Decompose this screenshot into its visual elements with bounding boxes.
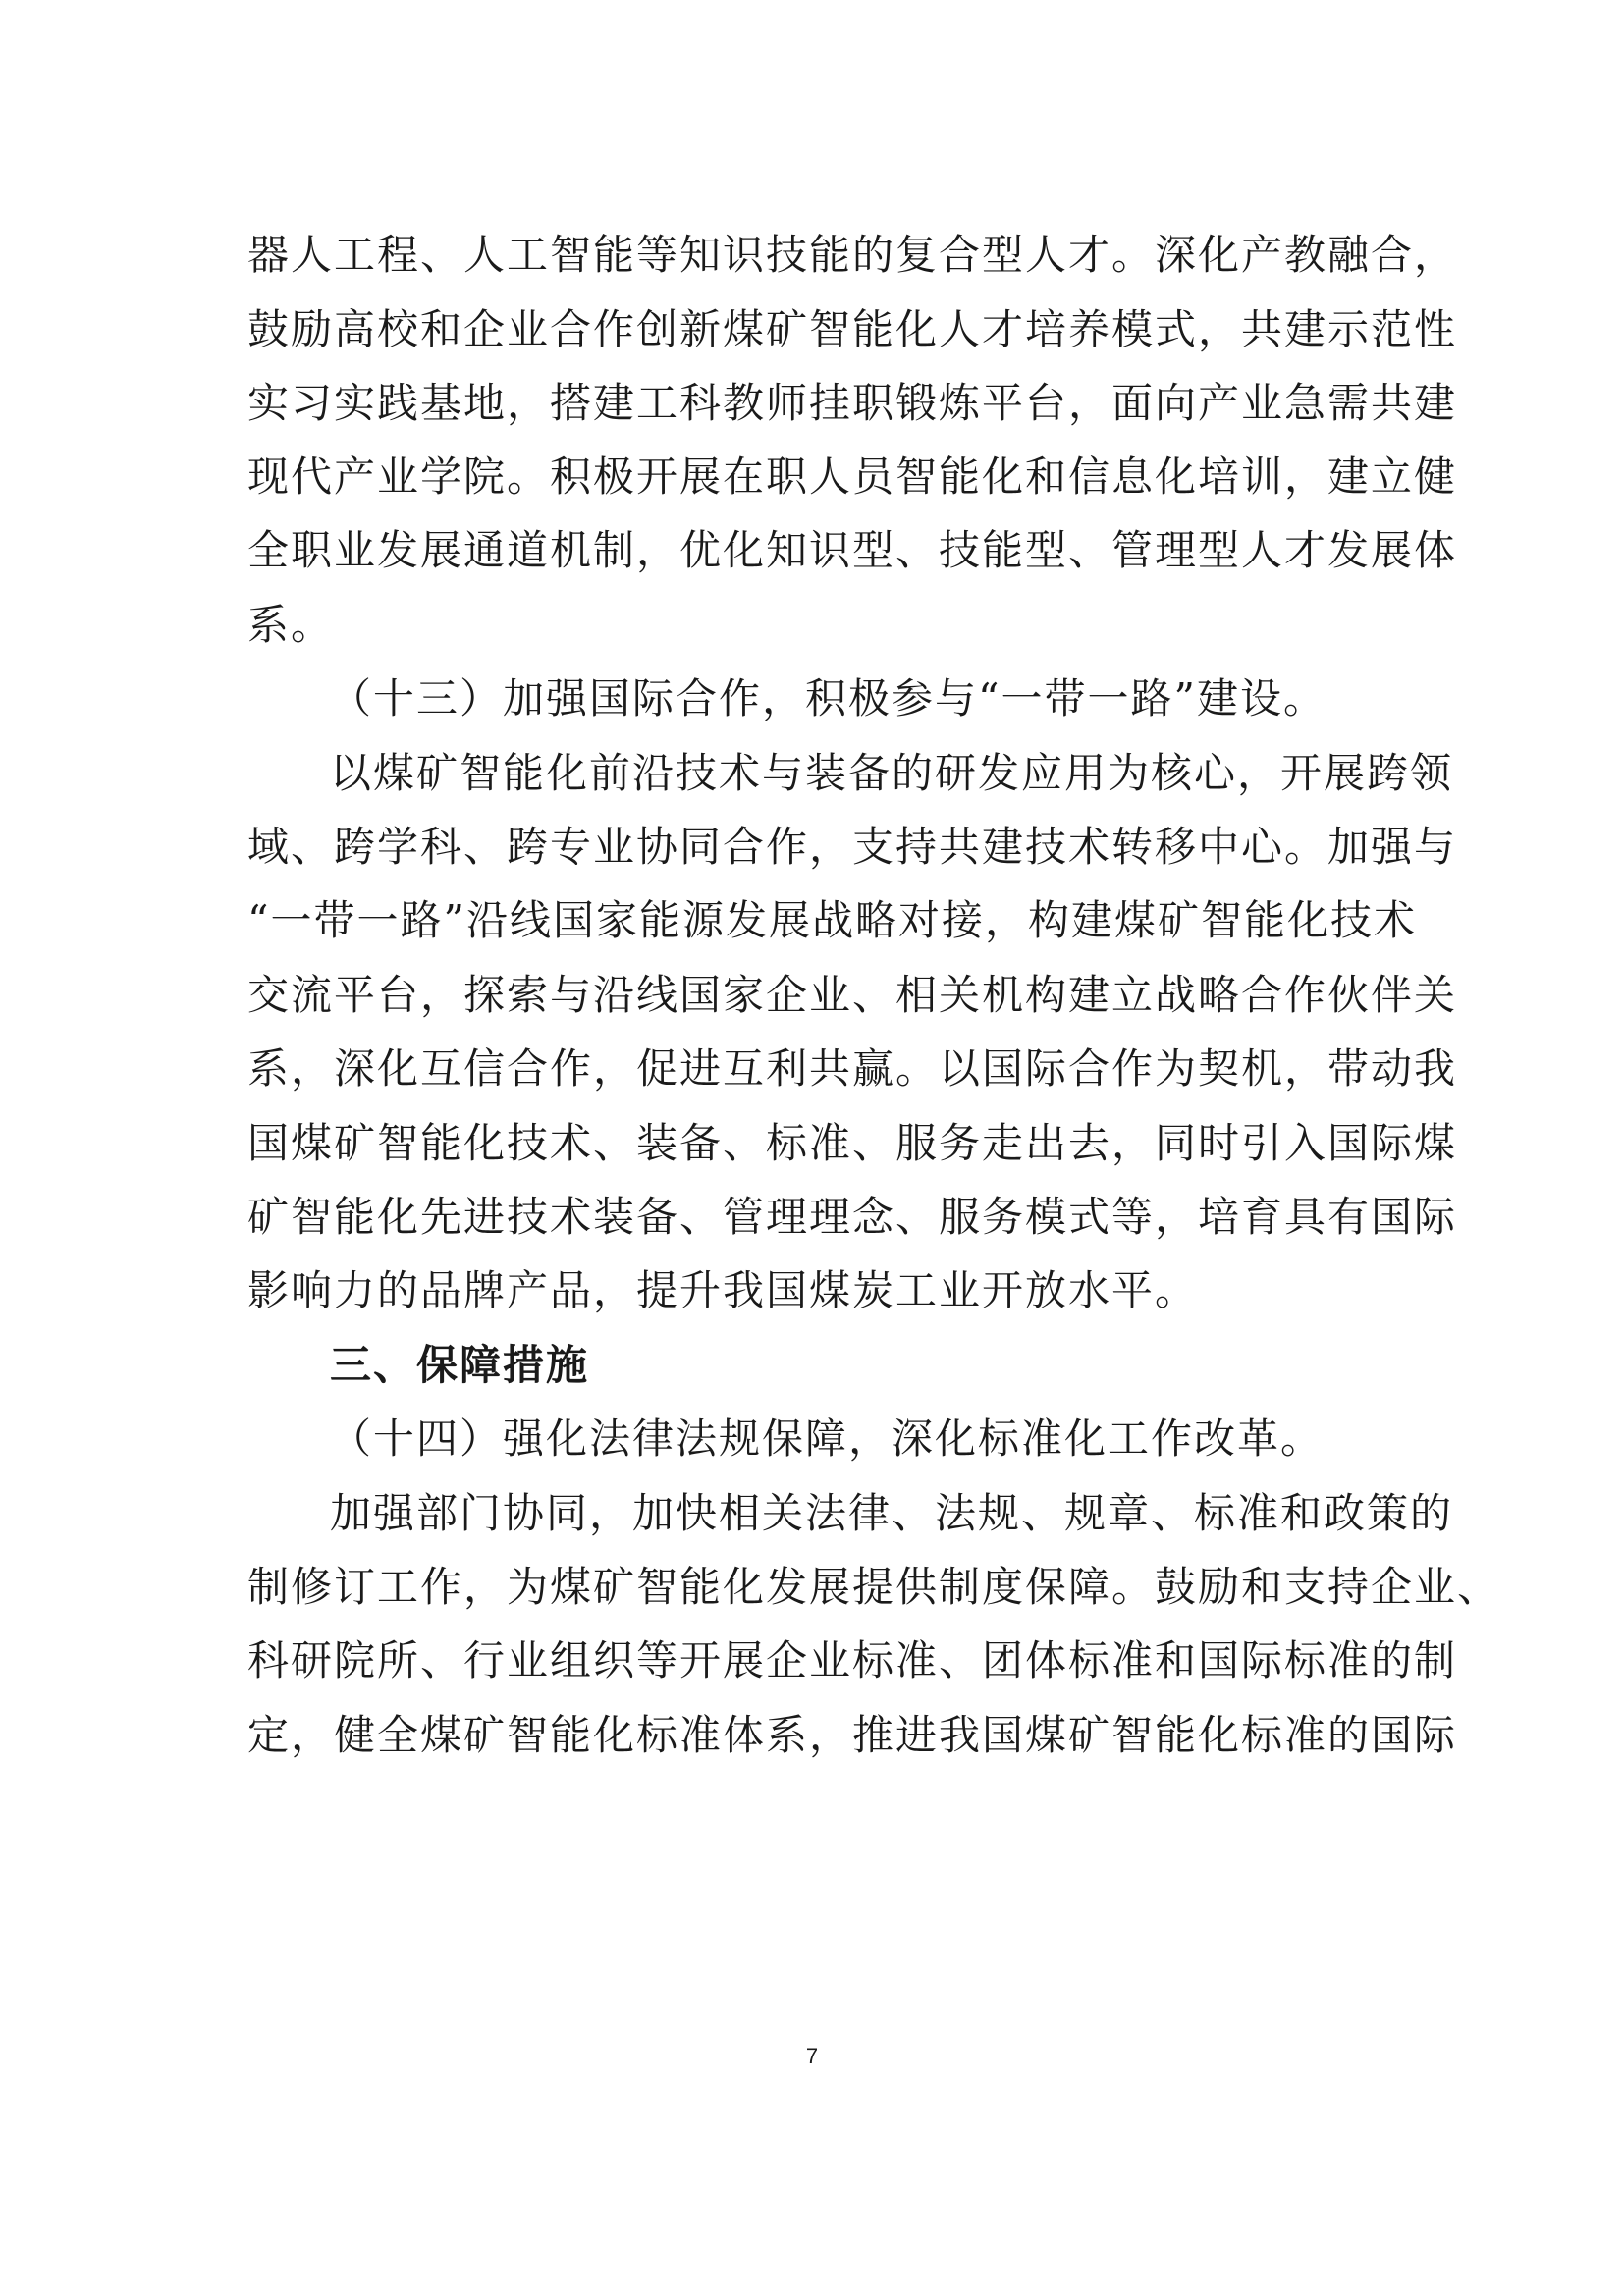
page-number: 7 bbox=[805, 2044, 819, 2068]
paragraph-line: 加强部门协同，加快相关法律、法规、规章、标准和政策的 bbox=[330, 1489, 1454, 1537]
paragraph-line: 域、跨学科、跨专业协同合作，支持共建技术转移中心。加强与 bbox=[247, 823, 1458, 871]
section-subheading: （十四）强化法律法规保障，深化标准化工作改革。 bbox=[330, 1415, 1325, 1463]
paragraph-line: 实习实践基地，搭建工科教师挂职锻炼平台，面向产业急需共建 bbox=[247, 379, 1458, 427]
paragraph-line: 制修订工作，为煤矿智能化发展提供制度保障。鼓励和支持企业、 bbox=[247, 1563, 1501, 1611]
paragraph-line: 器人工程、人工智能等知识技能的复合型人才。深化产教融合， bbox=[247, 231, 1458, 279]
paragraph-line: 现代产业学院。积极开展在职人员智能化和信息化培训，建立健 bbox=[247, 453, 1458, 501]
paragraph-line: 影响力的品牌产品，提升我国煤炭工业开放水平。 bbox=[247, 1266, 1199, 1314]
paragraph-line: 交流平台，探索与沿线国家企业、相关机构建立战略合作伙伴关 bbox=[247, 971, 1458, 1019]
paragraph-line: 全职业发展通道机制，优化知识型、技能型、管理型人才发展体 bbox=[247, 526, 1458, 574]
paragraph-line: 矿智能化先进技术装备、管理理念、服务模式等，培育具有国际 bbox=[247, 1193, 1458, 1241]
section-subheading: （十三）加强国际合作，积极参与“一带一路”建设。 bbox=[330, 674, 1326, 722]
paragraph-line: 科研院所、行业组织等开展企业标准、团体标准和国际标准的制 bbox=[247, 1636, 1458, 1684]
paragraph-line: 系。 bbox=[247, 601, 335, 649]
paragraph-line: 鼓励高校和企业合作创新煤矿智能化人才培养模式，共建示范性 bbox=[247, 305, 1458, 353]
section-heading: 三、保障措施 bbox=[330, 1341, 590, 1389]
paragraph-line: 系，深化互信合作，促进互利共赢。以国际合作为契机，带动我 bbox=[247, 1044, 1458, 1093]
paragraph-line: 以煤矿智能化前沿技术与装备的研发应用为核心，开展跨领 bbox=[330, 749, 1454, 797]
paragraph-line: “一带一路”沿线国家能源发展战略对接，构建煤矿智能化技术 bbox=[247, 896, 1417, 944]
paragraph-line: 国煤矿智能化技术、装备、标准、服务走出去，同时引入国际煤 bbox=[247, 1119, 1458, 1167]
paragraph-line: 定，健全煤矿智能化标准体系，推进我国煤矿智能化标准的国际 bbox=[247, 1711, 1458, 1759]
